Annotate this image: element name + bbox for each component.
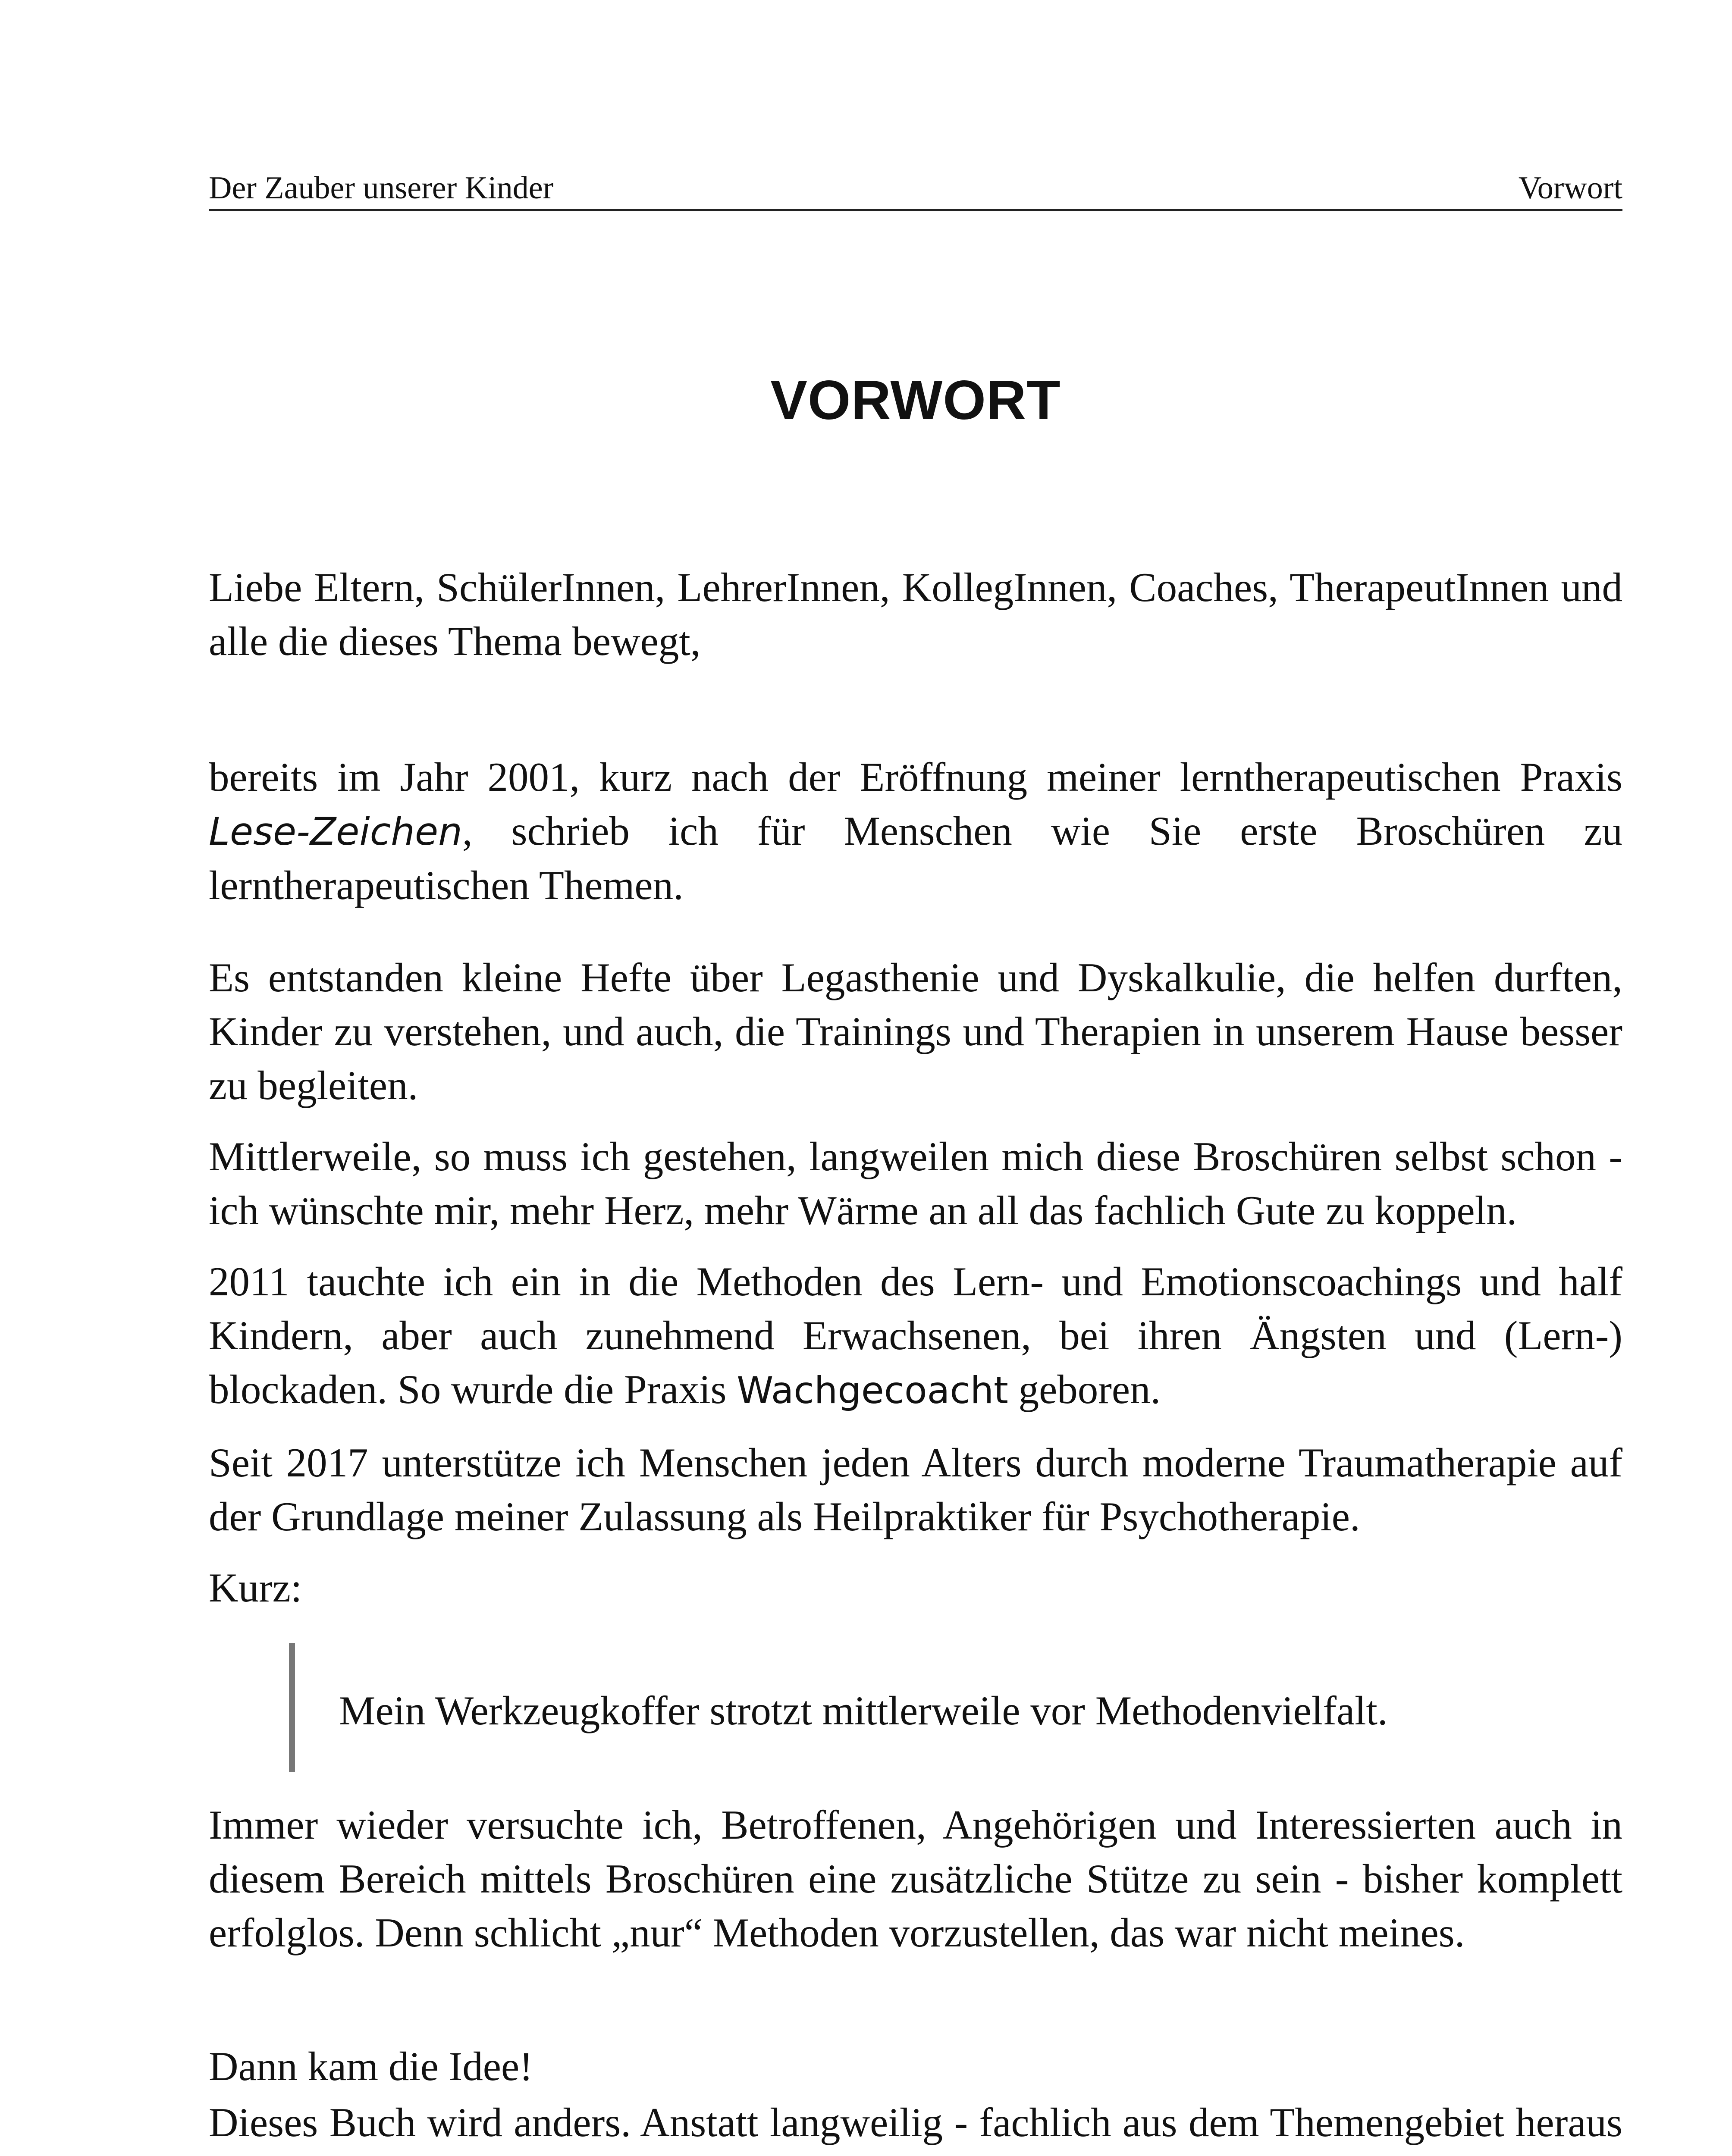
paragraph-6: Kurz: xyxy=(209,1565,302,1611)
block-quote: Mein Werkzeugkoffer strotzt mittlerweile vor Methodenvielfalt. xyxy=(339,1688,1388,1733)
running-header xyxy=(209,170,1622,211)
paragraph-1-text-b: , schrieb ich für Menschen wie Sie erste Broschüren zu lerntherapeutischen Themen. xyxy=(209,808,1622,908)
quote-bar xyxy=(289,1643,295,1772)
paragraph-4-text-a: 2011 tauchte ich ein in die Methoden des Lern- und Emotionscoachings und half Kindern, aber auch zunehmend Erwachsenen, bei ihren Ängsten und (Lern-) blockaden. So wurde die Praxis xyxy=(209,1259,1622,1412)
paragraph-3: Mittlerweile, so muss ich gestehen, langweilen mich diese Broschüren selbst schon - ich wünschte mir, mehr Herz, mehr Wärme an all das fachlich Gute zu koppeln. xyxy=(209,1134,1622,1233)
header-section: Vorwort xyxy=(1518,170,1622,206)
brand-lese-zeichen: Lese-Zeichen xyxy=(209,809,462,854)
paragraph-4 xyxy=(209,1255,1622,1418)
paragraph-1 xyxy=(209,750,1622,912)
brand-wachgecoacht: Wachgecoacht xyxy=(737,1369,1008,1412)
paragraph-1-text-a: bereits im Jahr 2001, kurz nach der Eröffnung meiner lerntherapeutischen Praxis xyxy=(209,754,1622,800)
chapter-title: VORWORT xyxy=(770,370,1061,431)
header-book-title: Der Zauber unserer Kinder xyxy=(209,170,554,206)
paragraph-7: Immer wieder versuchte ich, Betroffenen, Angehörigen und Interessierten auch in diesem Bereich mittels Broschüren eine zusätzliche Stütze zu sein - bisher komplett erfolglos. Denn schlicht „nur“ Methoden vorzustellen, das war nicht meines. xyxy=(209,1802,1622,1955)
paragraph-2: Es entstanden kleine Hefte über Legasthenie und Dyskalkulie, die helfen durften, Kinder zu verstehen, und auch, die Trainings und Therapien in unserem Hause besser zu begleiten. xyxy=(209,955,1622,1108)
paragraph-4-text-b: geboren. xyxy=(1008,1366,1161,1412)
paragraph-9: Dieses Buch wird anders. Anstatt langweilig - fachlich aus dem Themengebiet heraus xyxy=(209,2100,1622,2145)
paragraph-5: Seit 2017 unterstütze ich Menschen jeden Alters durch moderne Traumatherapie auf der Grundlage meiner Zulassung als Heilpraktiker für Psychotherapie. xyxy=(209,1440,1622,1539)
salutation: Liebe Eltern, SchülerInnen, LehrerInnen, KollegInnen, Coaches, TherapeutInnen und alle die dieses Thema bewegt, xyxy=(209,564,1622,664)
paragraph-8: Dann kam die Idee! xyxy=(209,2043,533,2089)
